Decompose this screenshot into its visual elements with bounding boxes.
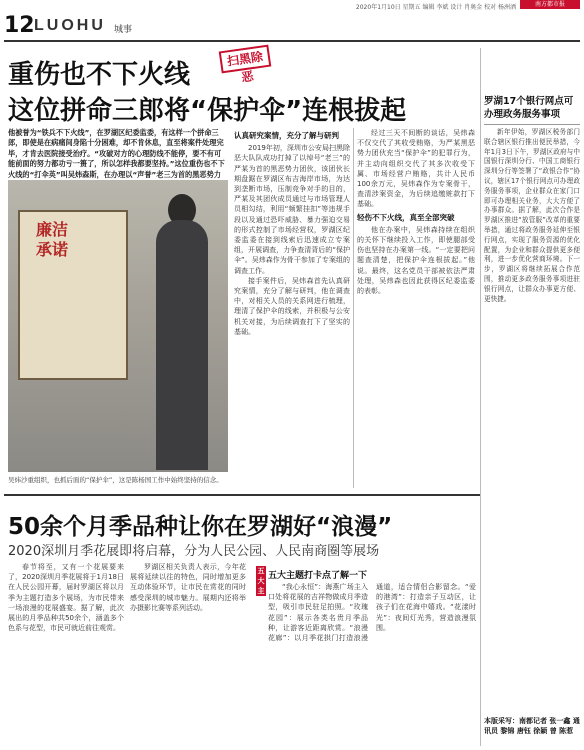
story-divider: [4, 494, 480, 496]
sidebar-divider: [480, 48, 481, 746]
article-paragraph: 他在办案中，吴炜森持续在组织的关怀下继续投入工作，即使腿部受伤也坚持在办案第一线。“一定要把问题查清楚，把保护伞连根拔起。”他说。最终，这名党员干部被依法严肃处理，吴炜森也因此获得区纪委监委的表彰。: [357, 225, 475, 296]
news-photo: [8, 180, 228, 472]
column-heading: 认真研究案情，充分了解与研判: [234, 131, 339, 140]
section-subtitle: 城事: [114, 25, 133, 35]
article-paragraph: “我心永恒”：海燕广场主入口处将花展的吉祥物做成月季造型，吸引市民驻足拍照。“玫瑰花园”：展示各类名贵月季品种，让游客近距离欣赏。“浪漫花廊”：以月季花拱门打造浪漫通道，适合情侣合影留念。“爱的港湾”：打造亲子互动区，让孩子们在花海中嬉戏。“花漾时光”：夜间灯光秀，营造浪漫氛围。: [268, 583, 476, 643]
article-column-1: [234, 128, 350, 488]
article-paragraph: 春节将至，又有一个花展要来了，2020深圳月季花展将于1月18日在人民公园开幕，届时罗湖区将以月季为主题打造多个展场，为市民带来一场浪漫的花展盛宴。据了解，此次展出的月季品种共50余个，涵盖多个色系与花型，市民可就近前往观赏。: [8, 563, 124, 633]
photo-caption: 吴炜沙重组织，也抓后面的“保护伞”，这是陈杨国工作中始终坚持的信念。: [8, 476, 223, 484]
board-title: 廉洁 承诺: [36, 220, 69, 259]
integrity-board: [18, 210, 128, 380]
section-name: LUOHU: [34, 17, 106, 34]
dateline: 2020年1月10日 星期五 编辑 李斌 设计 肖奥金 校对 杨洲洒: [355, 4, 516, 11]
sidebar-headline: 罗湖17个银行网点可办理政务服务事项: [484, 96, 574, 120]
column-heading: 轻伤不下火线，真至全部突破: [357, 212, 455, 222]
box-title: 五大主题打卡点了解一下: [268, 571, 368, 581]
article-paragraph: 接手案件后，吴炜森首先认真研究案情，充分了解与研判，他在调查中，对相关人员的关系网进行梳理，理清了保护伞的线索，并积极与公安机关对接，为后续调查打下了坚实的基础。: [234, 276, 350, 336]
top-bar: [0, 0, 584, 10]
byline-credit: 本版采写：南都记者 张一鑫 通讯员 黎锦 唐钰 徐颖 曾 陈惹: [484, 717, 580, 735]
sidebar-paragraph: 新年伊始，罗湖区税务部门联合辖区银行推出便民举措，今年1月3日下午，罗湖区政府与中国银行深圳分行、中国工商银行深圳分行等签署了“政银合作”协议，辖区17个银行网点可办理政务服务事项，企业群众在家门口即可办理相关业务，大大方便了办事群众。据了解，此次合作是罗湖区推进“放管服”改革的重要举措，通过将政务服务延伸至银行网点，实现了服务资源的优化配置，为企业和群众提供更多便利，进一步优化营商环境。下一步，罗湖区将继续拓展合作范围，推动更多政务服务事项进驻银行网点，让群众办事更方便、更快捷。: [484, 128, 580, 303]
box-tag: 五大主题: [257, 567, 265, 605]
person-figure: [156, 220, 208, 470]
box-body: [268, 582, 476, 746]
second-headline: 50余个月季品种让你在罗湖好“浪漫”: [8, 514, 393, 540]
main-headline-line2: 这位拼命三郎将“保护伞”连根拔起: [8, 96, 407, 126]
article-paragraph: 罗湖区相关负责人表示，今年花展将延续以往的特色，同时增加更多互动体验环节，让市民在赏花的同时感受深圳的城市魅力。展期内还将举办摄影比赛等系列活动。: [130, 563, 246, 612]
main-headline-line1: 重伤也不下火线: [8, 60, 191, 90]
sidebar-rule: [484, 124, 580, 125]
main-lead: 他被誉为“铁兵不下火线”，在罗湖区纪委监委，有这样一个拼命三郎，即使是在病痛间身陷十分困难，却不肯休息，直至将案件处理完毕，才肯去医院接受治疗。“攻破对方的心理防线不能停，要不有可能前面的努力都功亏一篑了，所以怎样我都要坚持。”这位重伤也不下火线的“打伞英”叫吴炜森斯，在办理以“声誉”老三为首的黑恶势力: [8, 128, 225, 179]
second-column-1: [8, 562, 124, 746]
article-column-2: [357, 128, 475, 488]
article-paragraph: 经过三天不间断的谈话，吴炜森不仅交代了其收受贿赂，为严某黑恶势力团伙充当“保护伞”的犯罪行为，并主动向组织交代了其多次收受下属、市场经营户贿赂，共计人民币100余万元，吴炜森作为专案骨干，查清涉案资金，为后续追缴赃款打下基础。: [357, 129, 475, 209]
page-header: [0, 14, 584, 40]
sidebar-body: [484, 128, 580, 708]
newspaper-brand: 南方都市报: [520, 0, 580, 9]
second-subheadline: 2020深圳月季花展即将启幕，分为人民公园、人民南商圈等展场: [8, 544, 380, 559]
column-divider: [353, 128, 354, 488]
second-column-2: [130, 562, 246, 746]
campaign-stamp: 扫黑除恶: [219, 45, 272, 74]
page-number: 12: [4, 13, 35, 38]
article-paragraph: 2019年初，深圳市公安局扫黑除恶大队队成功打掉了以绰号“老三”的严某为首的黑恶势力团伙，该团伙长期盘踞在罗湖区布吉海岸市场，为达到垄断市场，压制竞争对手的目的，严某及其团伙成员通过与市场管理人员相勾结，利用“频繁挂扣”等违规手段以及通过恐吓威胁、暴力强迫交易的形式控制了市场经营权，罗湖区纪委监委在接到线索后迅速成立专案组，开展调查，力争查清背后的“保护伞”。吴炜森作为骨干参加了专案组的调查工作。: [234, 144, 350, 275]
header-rule: [4, 40, 580, 42]
